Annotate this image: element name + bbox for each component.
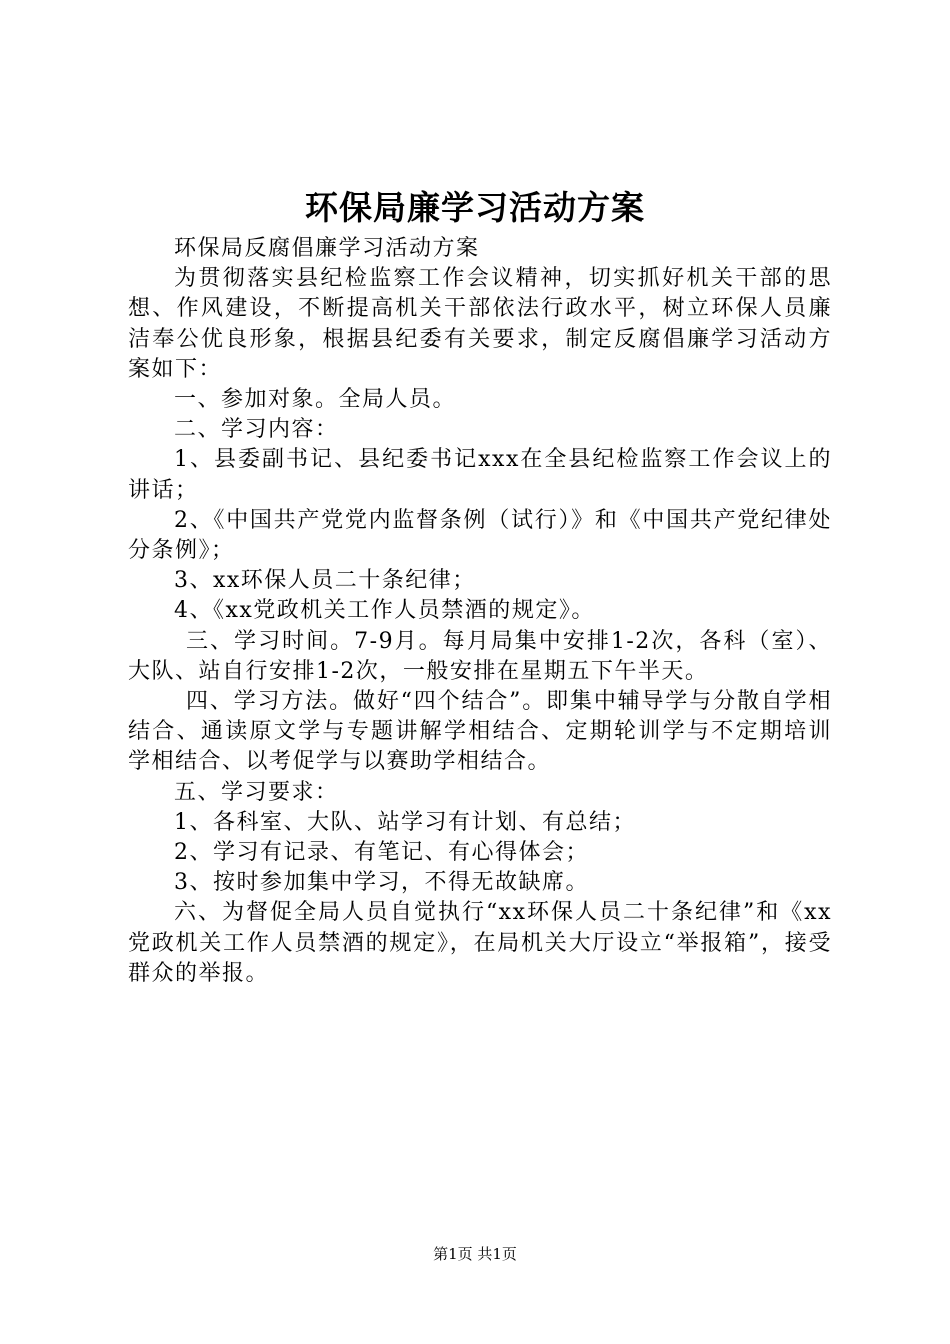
paragraph-section-3: 三、学习时间。7-9月。每月局集中安排1-2次，各科（室）、大队、站自行安排1-2次，一般安排在星期五下午半天。 [128,628,832,684]
document-title: 环保局廉学习活动方案 [305,188,645,227]
paragraph-section-2: 二、学习内容： [174,417,339,443]
paragraph-item-5-2: 2、学习有记录、有笔记、有心得体会； [174,840,589,866]
paragraph-section-6: 六、为督促全局人员自觉执行“xx环保人员二十条纪律”和《xx党政机关工作人员禁酒的规定》，在局机关大厅设立“举报箱”，接受群众的举报。 [128,900,832,986]
paragraph-intro: 为贯彻落实县纪检监察工作会议精神，切实抓好机关干部的思想、作风建设，不断提高机关干部依法行政水平，树立环保人员廉洁奉公优良形象，根据县纪委有关要求，制定反腐倡廉学习活动方案如下： [128,266,832,382]
paragraph-item-5-1: 1、各科室、大队、站学习有计划、有总结； [174,809,636,835]
paragraph-item-2-1: 1、县委副书记、县纪委书记xxx在全县纪检监察工作会议上的讲话； [128,447,832,503]
paragraph-section-1: 一、参加对象。全局人员。 [174,387,457,413]
page-footer: 第1页 共1页 [433,1245,517,1263]
paragraph-section-5: 五、学习要求： [174,779,339,805]
paragraph-item-2-3: 3、xx环保人员二十条纪律； [174,568,476,594]
paragraph-item-5-3: 3、按时参加集中学习，不得无故缺席。 [174,870,589,896]
paragraph-item-2-4: 4、《xx党政机关工作人员禁酒的规定》。 [174,598,595,624]
paragraph-item-2-2: 2、《中国共产党党内监督条例（试行）》和《中国共产党纪律处分条例》； [128,507,832,564]
document-body [128,234,832,989]
paragraph-subtitle: 环保局反腐倡廉学习活动方案 [174,236,480,261]
paragraph-section-4: 四、学习方法。做好“四个结合”。即集中辅导学与分散自学相结合、通读原文学与专题讲解学相结合、定期轮训学与不定期培训学相结合、以考促学与以赛助学相结合。 [128,689,832,775]
